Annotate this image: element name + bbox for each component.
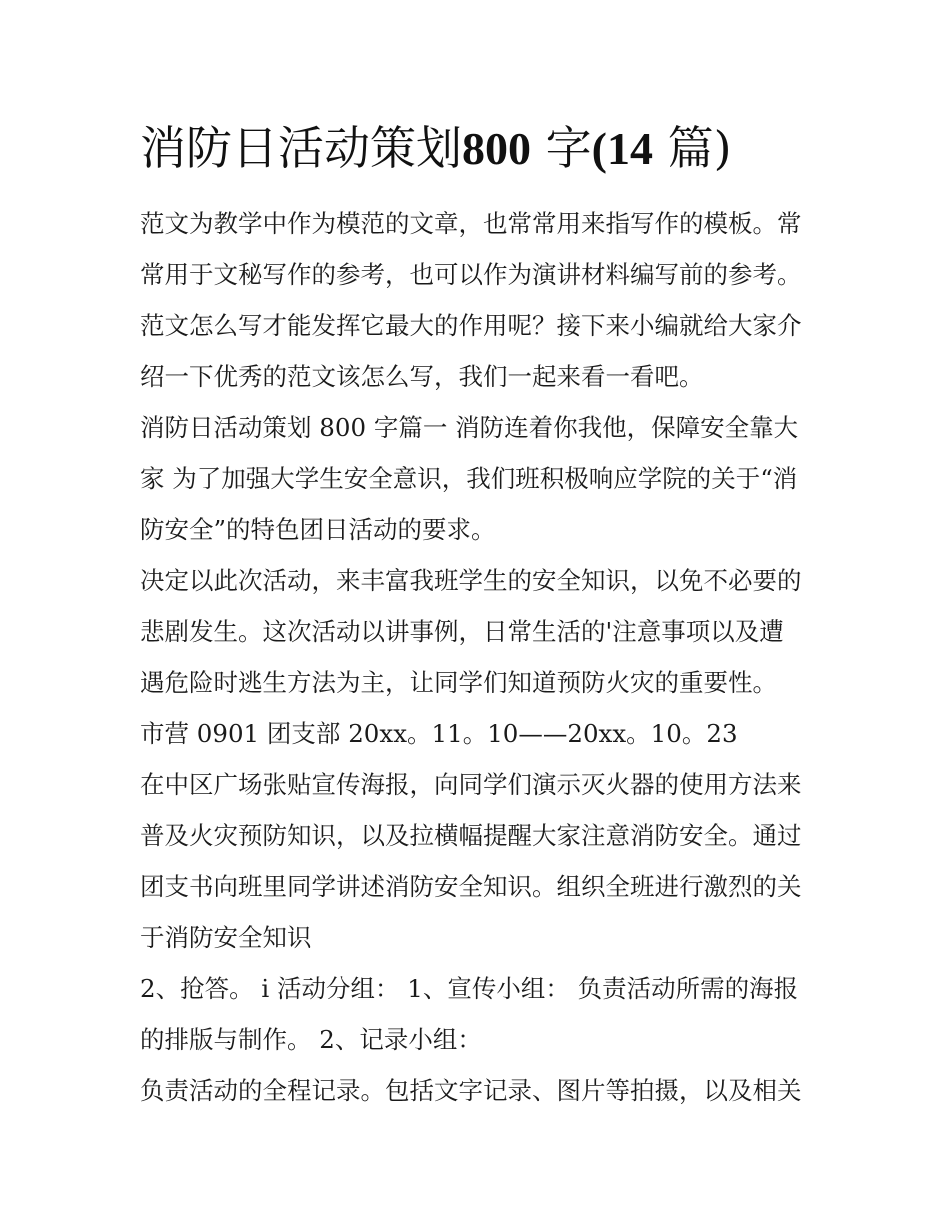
title-number: 800 [462, 123, 531, 174]
text-line: 于消防安全知识 [140, 923, 312, 952]
text-line: 防安全”的特色团日活动的要求。 [140, 515, 496, 544]
text-line: 绍一下优秀的范文该怎么写，我们一起来看一看吧。 [140, 362, 704, 391]
text-line: 决定以此次活动，来丰富我班学生的安全知识，以免不必要的 [140, 566, 802, 595]
text-line: 市营 0901 团支部 20xx。11。10——20xx。10。23 [140, 719, 738, 748]
text-line: 在中区广场张贴宣传海报，向同学们演示灭火器的使用方法来 [140, 770, 802, 799]
page-title [140, 118, 840, 179]
text-line: 的排版与制作。 2、记录小组： [140, 1025, 482, 1054]
text-line: 团支书向班里同学讲述消防安全知识。组织全班进行激烈的关 [140, 872, 802, 901]
title-char: 字 [545, 121, 592, 175]
text-line: 范文怎么写才能发挥它最大的作用呢？接下来小编就给大家介 [140, 311, 802, 340]
title-prefix: 消防日活动策划 [140, 121, 462, 175]
text-line: 悲剧发生。这次活动以讲事例，日常生活的'注意事项以及遭 [140, 617, 784, 646]
text-line: 常用于文秘写作的参考，也可以作为演讲材料编写前的参考。 [140, 260, 802, 289]
text-line: 负责活动的全程记录。包括文字记录、图片等拍摄，以及相关 [140, 1076, 802, 1105]
text-line: 普及火灾预防知识，以及拉横幅提醒大家注意消防安全。通过 [140, 821, 802, 850]
title-end: 篇) [667, 121, 732, 175]
text-line: 2、抢答。 i 活动分组： 1、宣传小组： 负责活动所需的海报 [140, 974, 799, 1003]
text-line: 遇危险时逃生方法为主，让同学们知道预防火灾的重要性。 [140, 668, 777, 697]
text-line: 范文为教学中作为模范的文章，也常常用来指写作的模板。常 [140, 209, 802, 238]
title-suffix: (14 [591, 123, 653, 174]
document-body [140, 198, 820, 1116]
text-line: 家 为了加强大学生安全意识，我们班积极响应学院的关于“消 [140, 464, 798, 493]
text-line: 消防日活动策划 800 字篇一 消防连着你我他，保障安全靠大 [140, 413, 799, 442]
